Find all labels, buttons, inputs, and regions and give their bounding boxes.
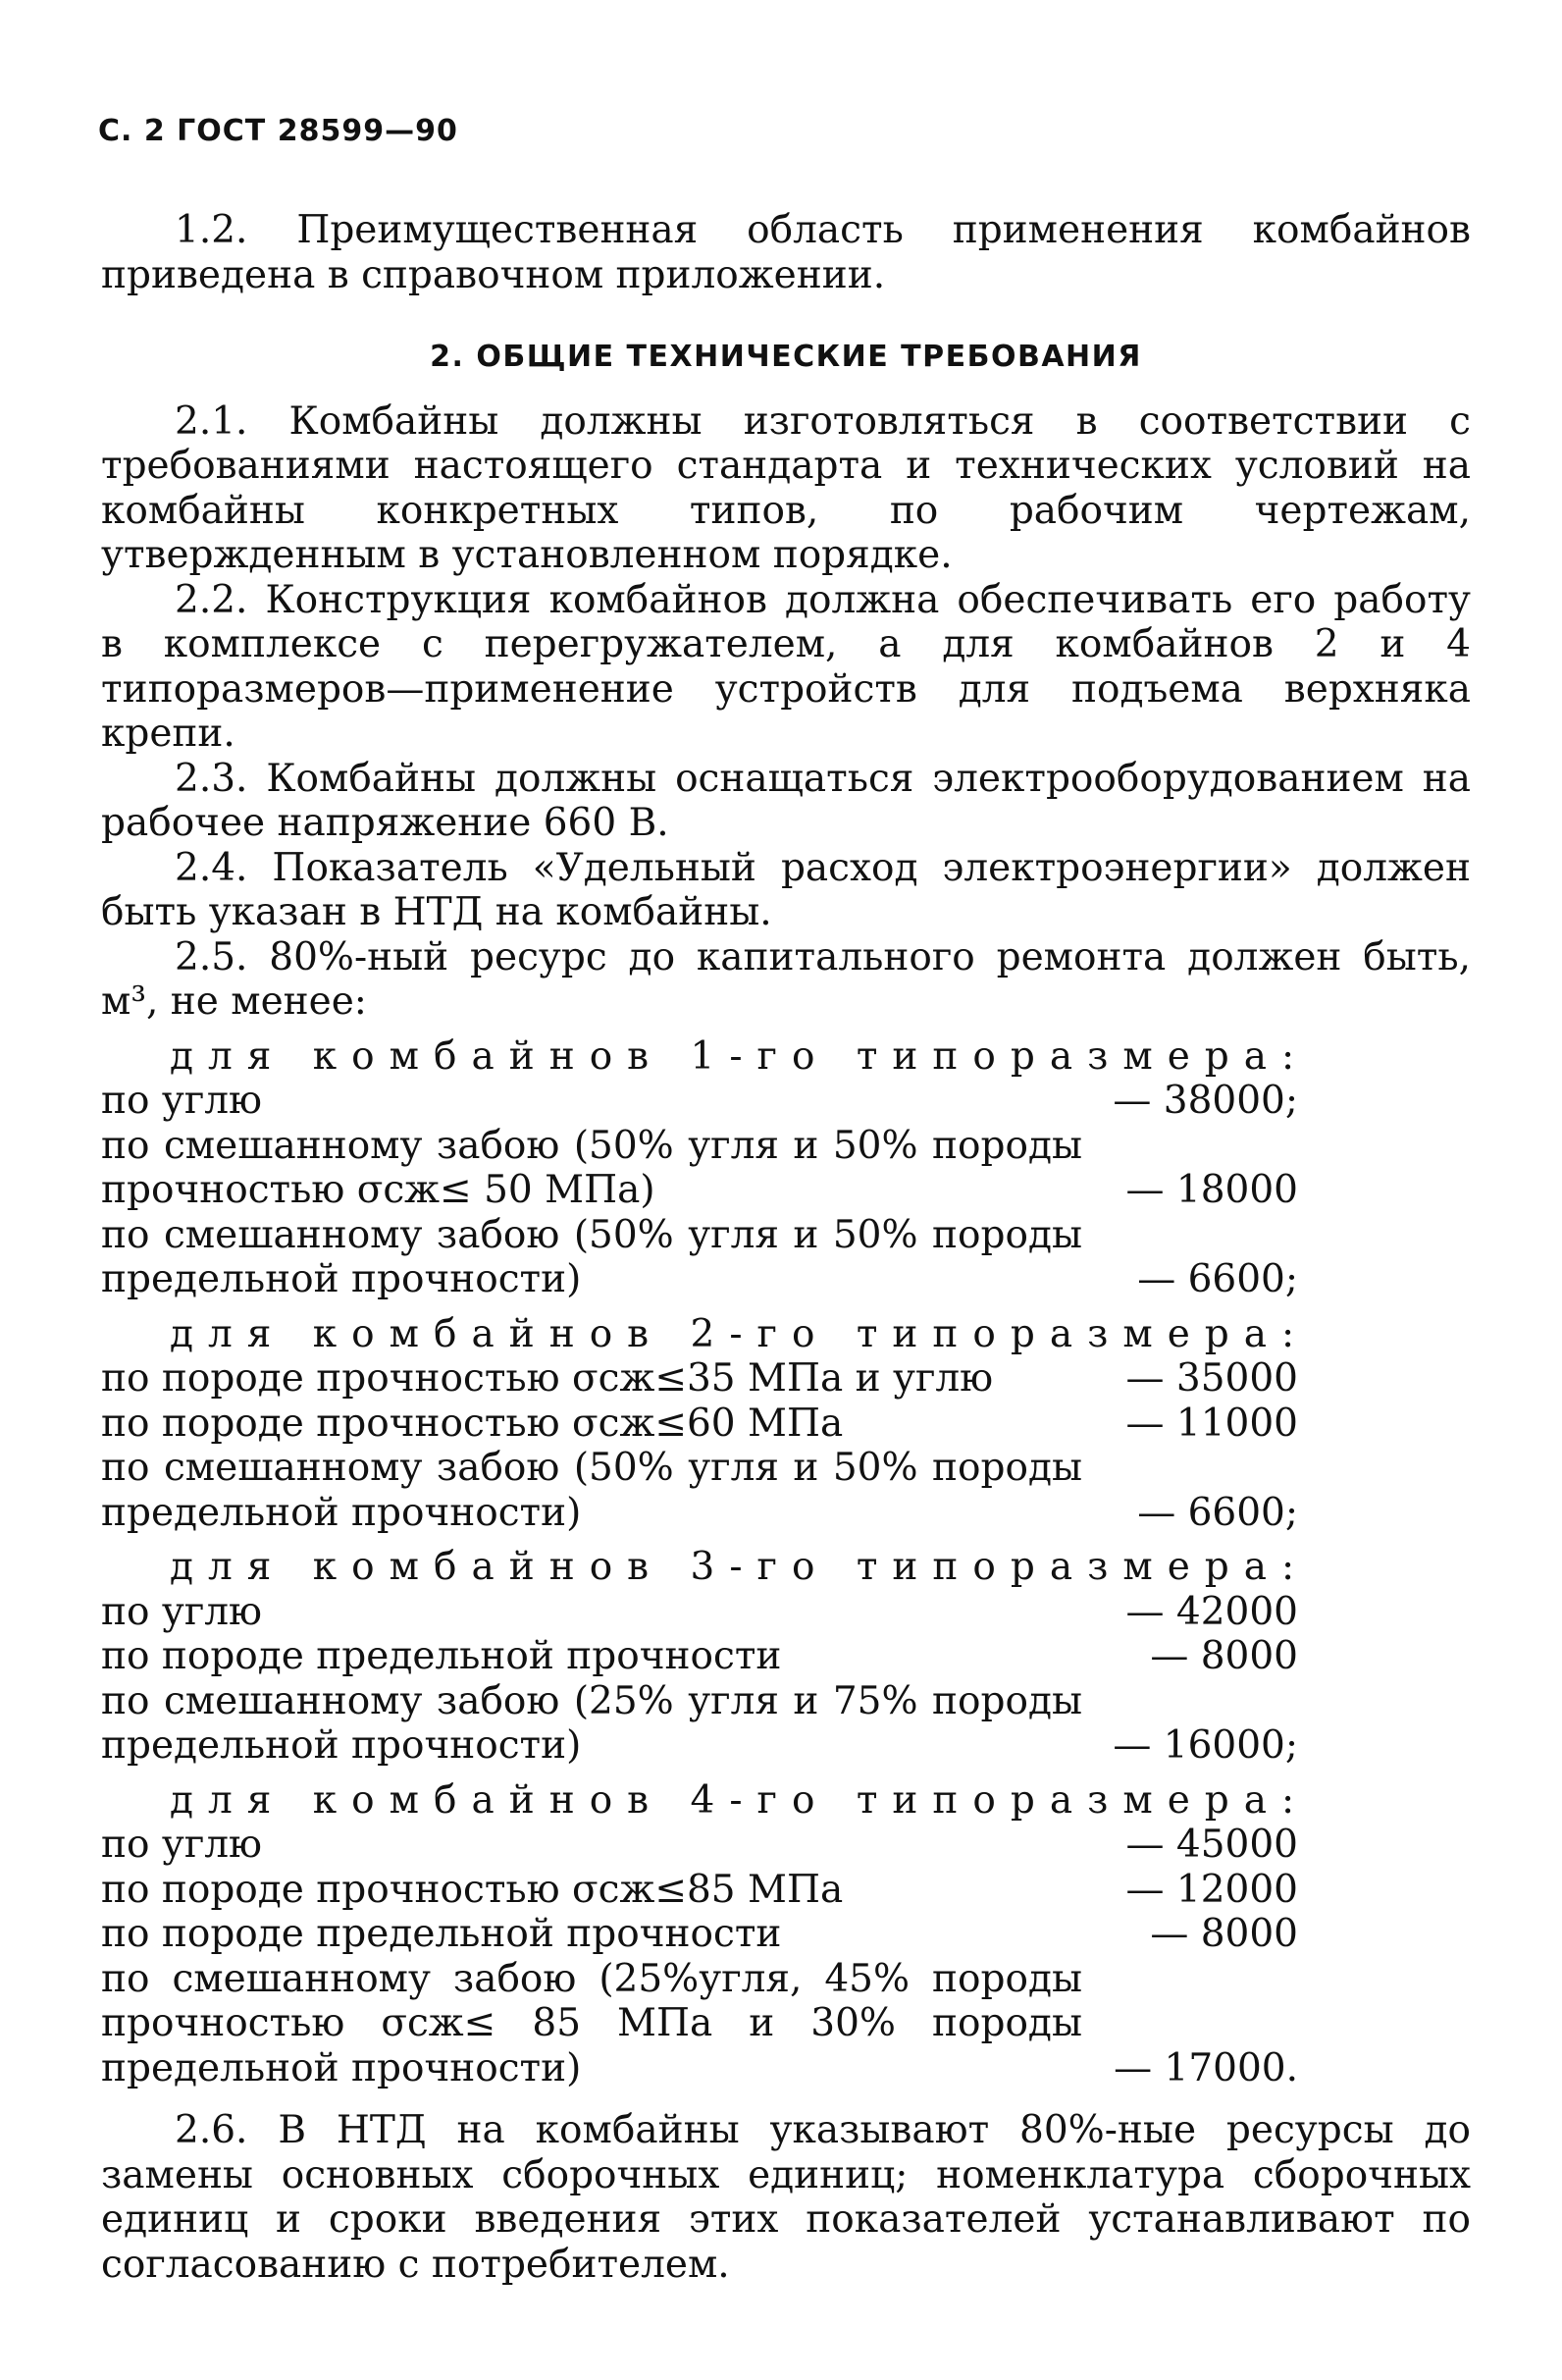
resource-row-value: — 42000 [1125, 1589, 1298, 1634]
group-title-1: для комбайнов 1-го типоразмера: [170, 1033, 1310, 1079]
paragraph-2-3: 2.3. Комбайны должны оснащаться электрооборудованием на рабочее напряжение 660 В. [101, 756, 1471, 845]
paragraph-2-1: 2.1. Комбайны должны изготовляться в соответствии с требованиями настоящего стандарта и технических условий на комбайны конкретных типов, по рабочим чертежам, утвержденным в установленном порядке. [101, 398, 1471, 577]
resource-row-value: — 16000; [1113, 1723, 1298, 1768]
resource-row-text: по смешанному забою (50% угля и 50% породы предельной прочности) [101, 1212, 1082, 1301]
resource-row-value: — 8000 [1150, 1912, 1298, 1956]
resource-row-text: по породе прочностью σсж≤85 МПа [101, 1867, 844, 1912]
resource-row-value: — 17000. [1114, 2045, 1298, 2090]
resource-row-text: по породе предельной прочности [101, 1634, 782, 1678]
paragraph-2-6: 2.6. В НТД на комбайны указывают 80%-ные ресурсы до замены основных сборочных единиц; номенклатура сборочных единиц и сроки введения этих показателей устанавливают по согласованию с потребителем. [101, 2108, 1471, 2287]
resource-row-value: — 35000 [1125, 1356, 1298, 1401]
resource-row-value: — 8000 [1150, 1634, 1298, 1678]
resource-row [101, 1868, 1471, 1913]
resource-row-text: по смешанному забою (50% угля и 50% породы предельной прочности) [101, 1446, 1082, 1535]
group-title-3: для комбайнов 3-го типоразмера: [170, 1545, 1310, 1589]
resource-row [101, 1446, 1471, 1535]
section-2-title: 2. ОБЩИЕ ТЕХНИЧЕСКИЕ ТРЕБОВАНИЯ [430, 340, 1142, 374]
group-title-4: для комбайнов 4-го типоразмера: [170, 1777, 1310, 1823]
spacer [101, 2090, 1471, 2108]
resource-row-text: по породе предельной прочности [101, 1912, 782, 1956]
resource-row-text: по углю [101, 1079, 262, 1123]
resource-row-value: — 38000; [1113, 1079, 1298, 1123]
resource-row-value: — 18000 [1125, 1168, 1298, 1212]
page-header: С. 2 ГОСТ 28599—90 [98, 114, 458, 148]
resource-row-value: — 45000 [1125, 1823, 1298, 1867]
paragraph-2-2: 2.2. Конструкция комбайнов должна обеспечивать его работу в комплексе с перегружателем, а для комбайнов 2 и 4 типоразмеров—применение устройств для подъема верхняка крепи. [101, 577, 1471, 756]
resource-row-text: по породе прочностью σсж≤35 МПа и углю [101, 1356, 994, 1401]
resource-row [101, 1957, 1471, 2091]
paragraph-1-2: 1.2. Преимущественная область применения комбайнов приведена в справочном приложении. [101, 208, 1471, 297]
resource-row [101, 1679, 1471, 1769]
resource-row-text: по породе прочностью σсж≤60 МПа [101, 1401, 844, 1446]
resource-row [101, 1124, 1471, 1213]
document-body [101, 208, 1471, 2287]
group-title-2: для комбайнов 2-го типоразмера: [170, 1311, 1310, 1356]
resource-row-text: по углю [101, 1823, 262, 1867]
paragraph-2-4: 2.4. Показатель «Удельный расход электроэнергии» должен быть указан в НТД на комбайны. [101, 845, 1471, 934]
resource-row-value: — 6600; [1137, 1257, 1298, 1301]
resource-row-value: — 6600; [1137, 1490, 1298, 1535]
resource-row [101, 1823, 1471, 1868]
resource-row-value: — 12000 [1125, 1867, 1298, 1912]
resource-row [101, 1356, 1471, 1402]
paragraph-2-5: 2.5. 80%-ный ресурс до капитального ремонта должен быть, м³, не менее: [101, 934, 1471, 1024]
resource-row-text: по смешанному забою (25% угля и 75% породы предельной прочности) [101, 1678, 1082, 1768]
resource-row [101, 1402, 1471, 1447]
resource-row [101, 1079, 1471, 1124]
resource-row [101, 1213, 1471, 1302]
resource-row-text: по углю [101, 1589, 262, 1634]
resource-row-text: по смешанному забою (50% угля и 50% породы прочностью σсж≤ 50 МПа) [101, 1123, 1082, 1212]
resource-row [101, 1912, 1471, 1957]
resource-row [101, 1634, 1471, 1679]
resource-row [101, 1590, 1471, 1635]
resource-row-value: — 11000 [1125, 1401, 1298, 1446]
resource-row-text: по смешанному забою (25%угля, 45% породы прочностью σсж≤ 85 МПа и 30% породы предельной прочности) [101, 1956, 1082, 2090]
